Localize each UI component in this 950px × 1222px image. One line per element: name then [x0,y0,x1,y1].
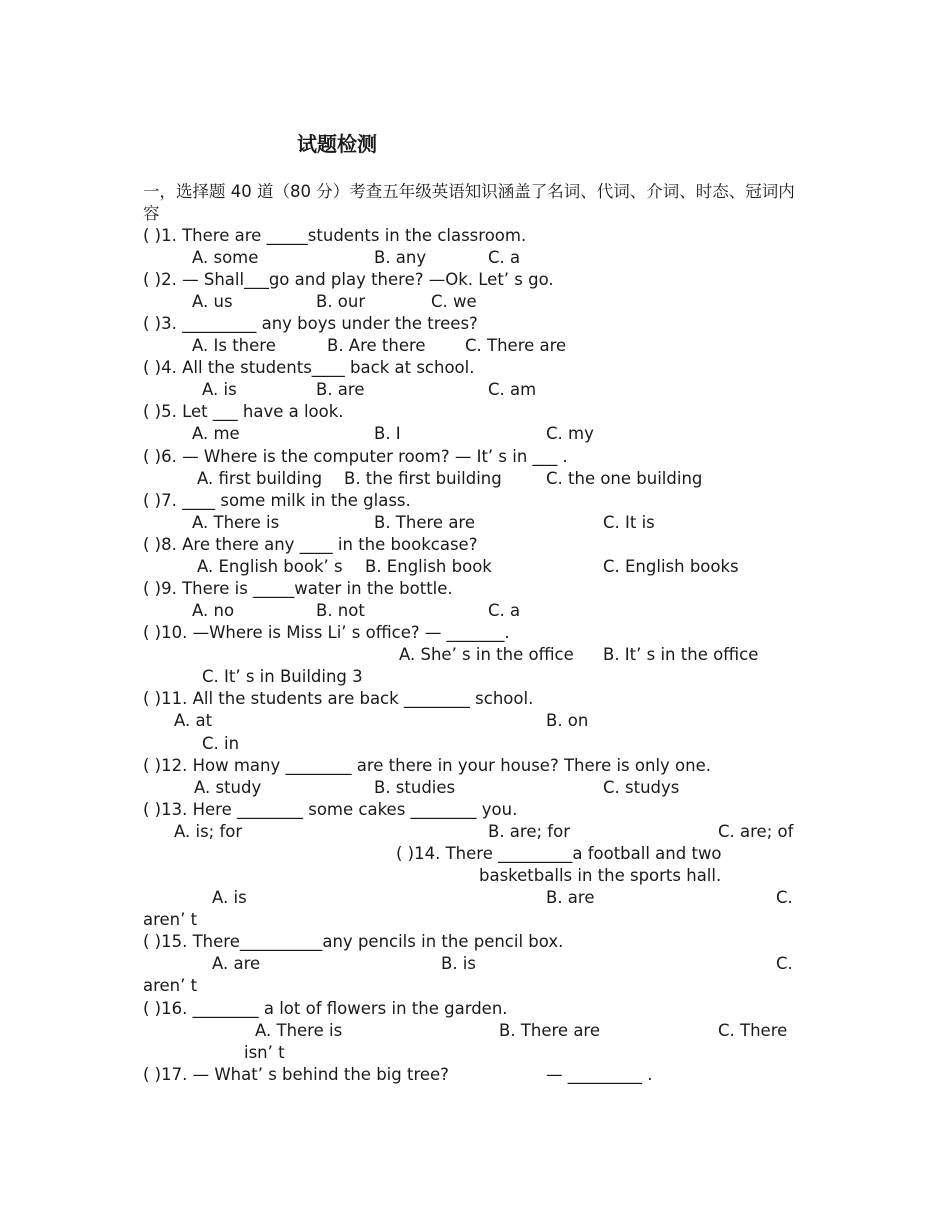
q15-option-b: B. is [441,954,476,973]
q8-option-c: C. English books [603,557,739,576]
q13-option-b: B. are; for [488,822,570,841]
q15-option-c-wrap: aren’ t [143,976,198,995]
q4-option-b: B. are [316,380,365,399]
q11-option-a: A. at [174,711,213,730]
question-16: ( )16. ________ a lot of flowers in the garden. [143,999,508,1018]
q15-option-c: C. [776,954,793,973]
question-2: ( )2. — Shall___go and play there? —Ok. Let’ s go. [143,270,554,289]
q2-option-c: C. we [431,292,477,311]
q16-option-b: B. There are [499,1021,600,1040]
q13-option-c: C. are; of [718,822,794,841]
q16-option-a: A. There is [255,1021,343,1040]
q9-option-c: C. a [488,601,521,620]
question-1: ( )1. There are _____students in the classroom. [143,226,527,245]
q10-option-c: C. It’ s in Building 3 [202,667,363,686]
q9-option-a: A. no [192,601,235,620]
q8-option-a: A. English book’ s [197,557,343,576]
question-14-wrap: basketballs in the sports hall. [479,866,722,885]
q6-option-a: A. first building [197,469,323,488]
q7-option-c: C. It is [603,513,655,532]
q12-option-c: C. studys [603,778,680,797]
q10-option-b: B. It’ s in the office [603,645,759,664]
question-8: ( )8. Are there any ____ in the bookcase? [143,535,478,554]
q7-option-a: A. There is [192,513,280,532]
q16-option-c-wrap: isn’ t [244,1043,285,1062]
question-14: ( )14. There _________a football and two [396,844,722,863]
q3-option-a: A. Is there [192,336,276,355]
q3-option-c: C. There are [465,336,567,355]
q14-option-b: B. are [546,888,595,907]
q5-option-b: B. I [374,424,401,443]
question-10: ( )10. —Where is Miss Li’ s office? — _______. [143,623,510,642]
page-title: 试题检测 [297,132,377,156]
q15-option-a: A. are [212,954,261,973]
question-6: ( )6. — Where is the computer room? — It’ s in ___ . [143,447,568,466]
q8-option-b: B. English book [365,557,492,576]
q13-option-a: A. is; for [174,822,243,841]
question-3: ( )3. _________ any boys under the trees? [143,314,478,333]
q10-option-a: A. She’ s in the office [399,645,574,664]
q1-option-c: C. a [488,248,521,267]
q9-option-b: B. not [316,601,365,620]
q3-option-b: B. Are there [327,336,426,355]
q2-option-a: A. us [192,292,233,311]
q12-option-b: B. studies [374,778,456,797]
question-4: ( )4. All the students____ back at school. [143,358,475,377]
q14-option-a: A. is [212,888,247,907]
q12-option-a: A. study [194,778,262,797]
q4-option-c: C. am [488,380,537,399]
q5-option-c: C. my [546,424,594,443]
q1-option-a: A. some [192,248,259,267]
section-intro-wrap: 容 [143,204,160,223]
q2-option-b: B. our [316,292,366,311]
question-9: ( )9. There is _____water in the bottle. [143,579,453,598]
q11-option-b: B. on [546,711,589,730]
q14-option-c: C. [776,888,793,907]
q17-answer-blank: — _________ . [546,1065,653,1084]
q14-option-c-wrap: aren’ t [143,910,198,929]
q6-option-b: B. the first building [344,469,502,488]
question-15: ( )15. There__________any pencils in the pencil box. [143,932,564,951]
q7-option-b: B. There are [374,513,475,532]
q1-option-b: B. any [374,248,427,267]
question-5: ( )5. Let ___ have a look. [143,402,344,421]
q4-option-a: A. is [202,380,237,399]
q11-option-c: C. in [202,734,240,753]
question-7: ( )7. ____ some milk in the glass. [143,491,411,510]
question-11: ( )11. All the students are back ________ school. [143,689,534,708]
q16-option-c: C. There [718,1021,788,1040]
question-12: ( )12. How many ________ are there in your house? There is only one. [143,756,711,775]
q5-option-a: A. me [192,424,240,443]
question-17: ( )17. — What’ s behind the big tree? [143,1065,449,1084]
section-intro: 一，选择题 40 道（80 分）考查五年级英语知识涵盖了名词、代词、介词、时态、冠词内 [143,182,795,201]
question-13: ( )13. Here ________ some cakes ________ you. [143,800,518,819]
q6-option-c: C. the one building [546,469,703,488]
